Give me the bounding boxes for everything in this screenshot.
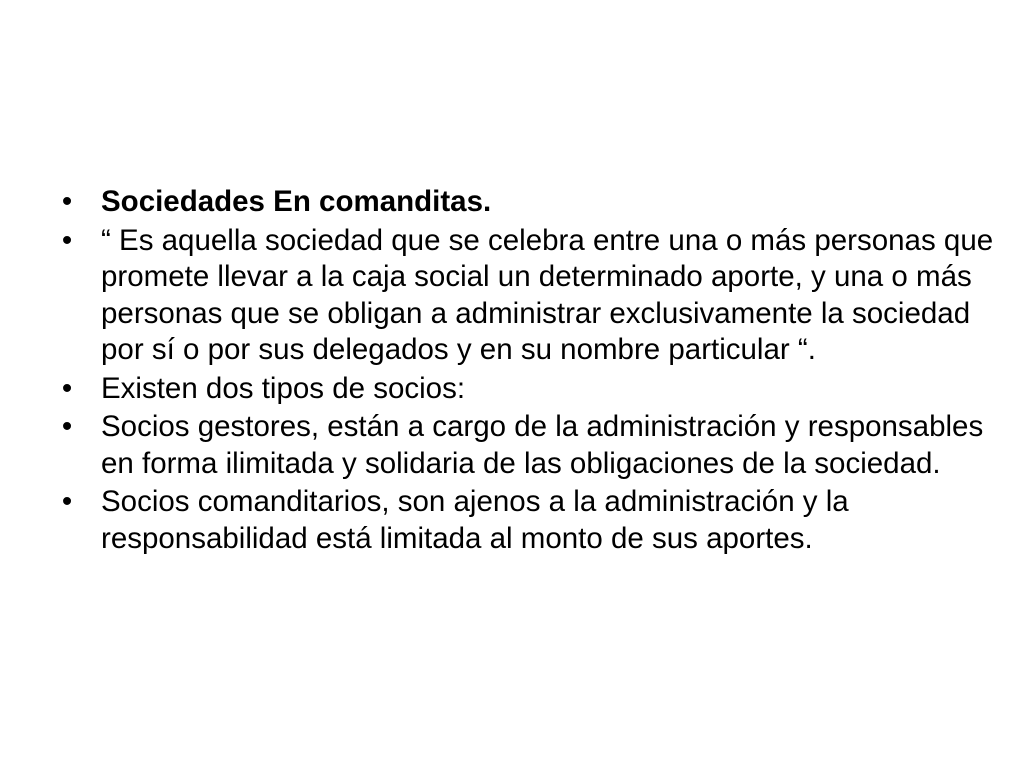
partner-types-text: Existen dos tipos de socios: bbox=[101, 371, 466, 405]
bullet-item-definition bbox=[57, 223, 997, 369]
general-partners-text: Socios gestores, están a cargo de la administración y responsables en forma ilimitada y solidaria de las obligaciones de la sociedad. bbox=[101, 410, 984, 480]
definition-text: “ Es aquella sociedad que se celebra entre una o más personas que promete llevar a la caja social un determinado aporte, y una o más personas que se obligan a administrar exclusivamente la sociedad por sí o por sus delegados y en su nombre particular “. bbox=[101, 223, 994, 366]
bullet-item-heading bbox=[57, 184, 997, 221]
bullet-icon: • bbox=[61, 223, 73, 257]
heading-text: Sociedades En comanditas. bbox=[101, 185, 492, 218]
bullet-icon: • bbox=[61, 410, 73, 443]
bullet-list bbox=[57, 184, 997, 559]
bullet-item-partner-types bbox=[57, 371, 997, 408]
limited-partners-text: Socios comanditarios, son ajenos a la administración y la responsabilidad está limitada al monto de sus aportes. bbox=[101, 485, 849, 555]
bullet-item-general-partners bbox=[57, 409, 997, 482]
bullet-icon: • bbox=[61, 371, 73, 405]
bullet-icon: • bbox=[61, 485, 73, 518]
bullet-icon: • bbox=[61, 185, 73, 218]
bullet-item-limited-partners bbox=[57, 484, 997, 557]
